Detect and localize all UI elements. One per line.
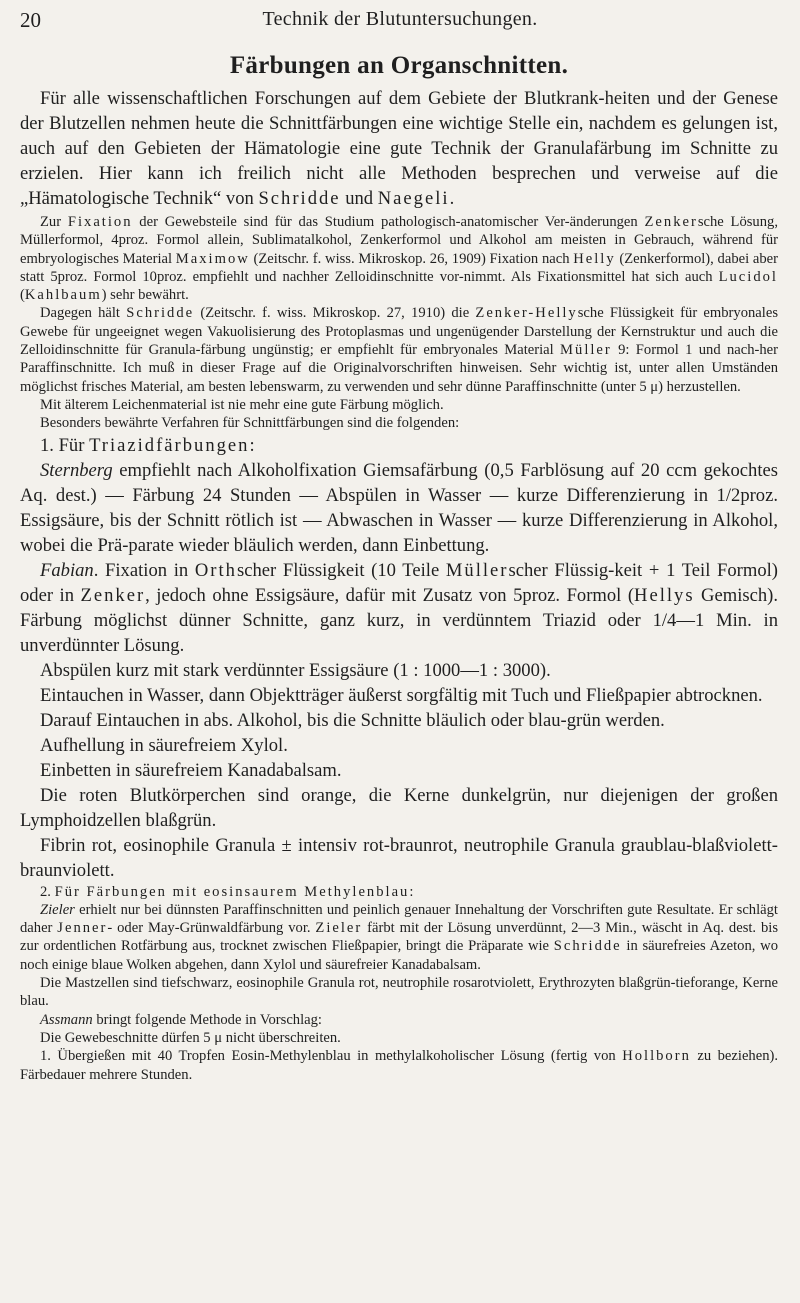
intro-paragraph: Für alle wissenschaftlichen Forschungen auf dem Gebiete der Blutkrank-heiten und der Genese der Blutzellen nehmen heute die Schnittfärbungen eine wichtige Stelle ein, nachdem es gelungen ist, auch auf den Gebieten der Hämatologie eine gute Technik der Granulafärbung im Schnitte zu erzielen. Hier kann ich freilich nicht alle Methoden besprechen und verweise auf die „Hämatologische Technik“ von Schridde und Naegeli. [20,88,778,209]
section-1-title: 1. Für Triazidfärbungen: [40,434,255,456]
assmann-paragraph: Assmann bringt folgende Methode in Vorschlag: [40,1011,322,1028]
step-1-paragraph: 1. Übergießen mit 40 Tropfen Eosin-Methylenblau in methylalkoholischer Lösung (fertig von Hollborn zu beziehen). Färbedauer mehrere Stunden. [20,1048,779,1083]
step-paragraph: Darauf Eintauchen in abs. Alkohol, bis die Schnitte bläulich oder blau-grün werden. [40,709,665,731]
dagegen-paragraph: Dagegen hält Schridde (Zeitschr. f. wiss. Mikroskop. 27, 1910) die Zenker-Hellysche Flüssigkeit für embryonales Gewebe für ungeeignet wegen Vakuolisierung des Protoplasmas und ungenügender Darstellung der Kernstruktur und auch die Zelloidinschnitte für Granula-färbung ungünstig; er empfiehlt für embryonales Material Müller 9: Formol 1 und nach-her Paraffinschnitte. Ich muß in dieser Frage auf die Originalvorschriften hinweisen. Sehr wichtig ist, unter allen Umständen möglichst frisches Material, am besten lebenswarm, zu verwenden und sehr dünne Paraffinschnitte (unter 5 μ) herzustellen. [20,305,778,395]
step-paragraph: Die roten Blutkörperchen sind orange, die Kerne dunkelgrün, nur diejenigen der großen Lymphoidzellen blaßgrün. [20,784,778,831]
sternberg-paragraph: Sternberg empfiehlt nach Alkoholfixation Giemsafärbung (0,5 Farblösung auf 20 ccm gekochtes Aq. dest.) — Färbung 24 Stunden — Abspülen in Wasser — kurze Differenzierung in 1/2proz. Essigsäure, bis der Schnitt rötlich ist — Abwaschen in Wasser — kurze Differenzierung in Alkohol, wobei die Prä-parate wieder bläulich werden, dann Einbettung. [20,459,778,556]
page-number: 20 [20,8,41,32]
besonders-paragraph: Besonders bewährte Verfahren für Schnittfärbungen sind die folgenden: [40,415,460,432]
step-paragraph: Aufhellung in säurefreiem Xylol. [40,734,288,756]
aelterem-paragraph: Mit älterem Leichenmaterial ist nie mehr eine gute Färbung möglich. [40,396,444,413]
fabian-paragraph: Fabian. Fixation in Orthscher Flüssigkeit (10 Teile Müllerscher Flüssig-keit + 1 Teil Formol) oder in Zenker, jedoch ohne Essigsäure, dafür mit Zusatz von 5proz. Formol (Hellys Gemisch). Färbung möglichst dünner Schnitte, ganz kurz, in verdünntem Triazid oder 1/4—1 Min. in unverdünnter Lösung. [20,559,779,656]
page-header [0,8,800,38]
page-body [20,52,778,1084]
mastzellen-paragraph: Die Mastzellen sind tiefschwarz, eosinophile Granula rot, neutrophile rosarotviolett, Erythrozyten blaßgrün-tieforange, Kerne blau. [20,975,778,1010]
gewebeschnitte-paragraph: Die Gewebeschnitte dürfen 5 μ nicht überschreiten. [40,1029,341,1046]
section-heading: Färbungen an Organschnitten. [229,52,569,79]
step-paragraph: Abspülen kurz mit stark verdünnter Essigsäure (1 : 1000—1 : 3000). [40,659,551,681]
running-title: Technik der Blutuntersuchungen. [262,8,538,30]
fraction-half: 1/2 [716,484,741,506]
zieler-paragraph: Zieler erhielt nur bei dünnsten Paraffinschnitten und peinlich genauer Innehaltung der Vorschriften gute Resultate. Er schlägt daher Jenner- oder May-Grünwaldfärbung vor. Zieler färbt mit der Lösung unverdünnt, 2—3 Min., wäscht in Aq. dest. bis zur ordentlichen Rotfärbung aus, trocknet zwischen Fließpapier, bringt die Präparate wie Schridde in säurefreies Azeton, wo noch einige blaue Wolken abgehen, dann Xylol und säurefreier Kanadabalsam. [20,901,779,973]
step-paragraph: Eintauchen in Wasser, dann Objektträger äußerst sorgfältig mit Tuch und Fließpapier abtrocknen. [40,684,763,706]
fraction-quarter: 1/4 [652,609,677,631]
fixation-paragraph: Zur Fixation der Gewebsteile sind für das Studium pathologisch-anatomischer Ver-änderungen Zenkersche Lösung, Müllerformol, 4proz. Formol allein, Sublimatalkohol, Zenkerformol und Alkohol am meisten in Gebrauch, während für embryologisches Material Maximow (Zeitschr. f. wiss. Mikroskop. 26, 1909) Fixation nach Helly (Zenkerformol), dabei aber statt 5proz. Formol 10proz. empfiehlt und nachher Zelloidinschnitte vor-nimmt. Als Fixationsmittel hat sich auch Lucidol (Kahlbaum) sehr bewährt. [20,214,779,304]
step-paragraph: Einbetten in säurefreiem Kanadabalsam. [40,759,342,781]
section-2-title: 2. Für Färbungen mit eosinsaurem Methylenblau: [40,883,414,900]
step-paragraph: Fibrin rot, eosinophile Granula ± intensiv rot-braunrot, neutrophile Granula graublau-blaßviolett-braunviolett. [20,834,778,881]
